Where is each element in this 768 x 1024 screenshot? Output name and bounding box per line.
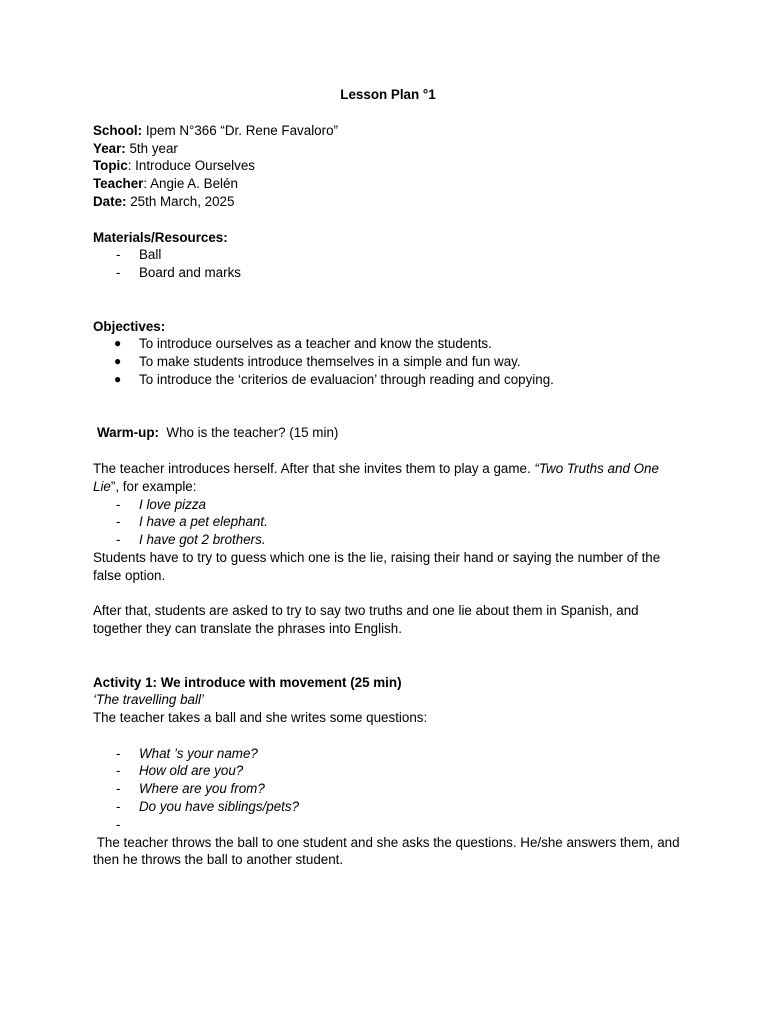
objective-text: To make students introduce themselves in a simple and fun way. xyxy=(139,354,521,370)
list-item xyxy=(93,335,683,353)
topic-label: Topic xyxy=(93,158,128,174)
activity1-section xyxy=(93,674,683,870)
warmup-intro-text: The teacher introduces herself. After that she invites them to play a game. xyxy=(93,460,535,476)
question-text: What ’s your name? xyxy=(139,745,258,761)
dash-marker: - xyxy=(116,781,121,797)
bullet-icon: ● xyxy=(114,371,122,386)
spacer xyxy=(93,104,683,122)
activity1-intro: The teacher takes a ball and she writes some questions: xyxy=(93,710,428,726)
lesson-plan-document xyxy=(93,86,683,869)
list-item xyxy=(93,780,683,798)
list-item xyxy=(93,531,683,549)
example-text: I have got 2 brothers. xyxy=(139,532,266,548)
school-line xyxy=(93,122,683,140)
spacer xyxy=(93,282,683,318)
teacher-value: : Angie A. Belén xyxy=(143,176,238,192)
list-item xyxy=(93,745,683,763)
dash-marker: - xyxy=(116,763,121,779)
dash-marker: - xyxy=(116,247,121,263)
list-item xyxy=(93,762,683,780)
materials-section xyxy=(93,229,683,282)
warmup-heading xyxy=(93,424,683,442)
example-text: I have a pet elephant. xyxy=(139,514,268,530)
date-value: 25th March, 2025 xyxy=(126,193,235,209)
bullet-icon: ● xyxy=(114,354,122,369)
objective-text: To introduce the ‘criterios de evaluacion’ through reading and copying. xyxy=(139,371,554,387)
list-item xyxy=(93,371,683,389)
spacer xyxy=(93,442,683,460)
warmup-guess-text: Students have to try to guess which one is the lie, raising their hand or saying the number of the false option. xyxy=(93,549,661,583)
material-text: Board and marks xyxy=(139,265,241,281)
date-line xyxy=(93,193,683,211)
example-text: I love pizza xyxy=(139,496,206,512)
objectives-section xyxy=(93,318,683,389)
list-item xyxy=(93,264,683,282)
activity1-description: The teacher throws the ball to one student and she asks the questions. He/she answers them, and then he throws the ball to another student. xyxy=(93,834,684,868)
teacher-label: Teacher xyxy=(93,176,144,192)
warmup-label: Warm-up: xyxy=(97,425,159,441)
question-text: How old are you? xyxy=(139,763,244,779)
question-text: Do you have siblings/pets? xyxy=(139,799,300,815)
page-title: Lesson Plan °1 xyxy=(340,87,436,102)
objective-text: To introduce ourselves as a teacher and know the students. xyxy=(139,336,492,352)
dash-marker: - xyxy=(116,816,121,832)
warmup-intro xyxy=(93,460,683,496)
spacer xyxy=(93,389,683,425)
dash-marker: - xyxy=(116,799,121,815)
teacher-line xyxy=(93,175,683,193)
list-item xyxy=(93,496,683,514)
warmup-after-text: After that, students are asked to try to say two truths and one lie about them in Spanish, and together they can translate the phrases into English. xyxy=(93,603,639,637)
bullet-icon: ● xyxy=(114,336,122,351)
date-label: Date: xyxy=(93,193,127,209)
dash-marker: - xyxy=(116,265,121,281)
header-info xyxy=(93,122,683,211)
list-item xyxy=(93,353,683,371)
dash-marker: - xyxy=(116,532,121,548)
school-label: School: xyxy=(93,122,143,138)
list-item xyxy=(93,816,683,834)
warmup-intro-end: ”, for example: xyxy=(110,478,197,494)
objectives-list xyxy=(93,335,683,388)
spacer xyxy=(93,211,683,229)
school-value: Ipem N°366 “Dr. Rene Favaloro” xyxy=(142,122,338,138)
year-line xyxy=(93,140,683,158)
dash-marker: - xyxy=(116,745,121,761)
objectives-heading: Objectives: xyxy=(93,318,166,334)
year-label: Year: xyxy=(93,140,126,156)
year-value: 5th year xyxy=(125,140,178,156)
list-item xyxy=(93,513,683,531)
activity1-questions xyxy=(93,745,683,834)
warmup-examples xyxy=(93,496,683,549)
topic-value: : Introduce Ourselves xyxy=(127,158,255,174)
warmup-game-name: “Two Truths and One Lie xyxy=(93,460,659,494)
warmup-title: Who is the teacher? (15 min) xyxy=(158,425,339,441)
materials-list xyxy=(93,246,683,282)
activity1-heading: Activity 1: We introduce with movement (25 min) xyxy=(93,674,402,690)
materials-heading: Materials/Resources: xyxy=(93,229,228,245)
spacer xyxy=(93,727,683,745)
list-item xyxy=(93,246,683,264)
spacer xyxy=(93,585,683,603)
dash-marker: - xyxy=(116,496,121,512)
list-item xyxy=(93,798,683,816)
warmup-section xyxy=(93,424,683,638)
question-text: Where are you from? xyxy=(139,781,265,797)
spacer xyxy=(93,638,683,674)
dash-marker: - xyxy=(116,514,121,530)
activity1-subtitle: ‘The travelling ball’ xyxy=(93,692,204,708)
material-text: Ball xyxy=(139,247,162,263)
topic-line xyxy=(93,157,683,175)
